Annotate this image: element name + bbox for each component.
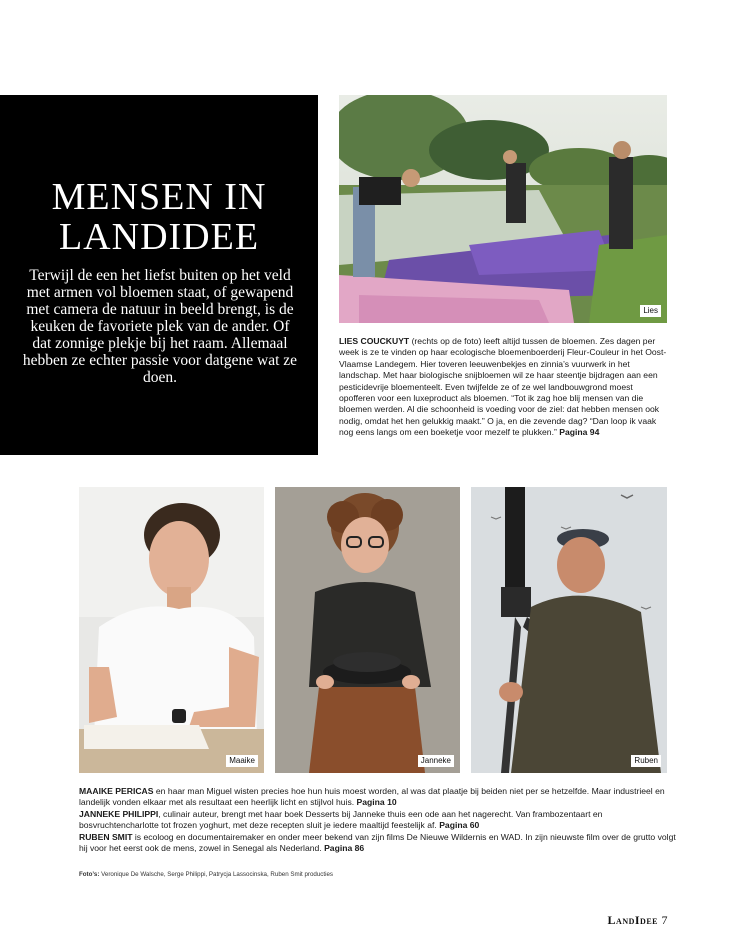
caption-ruben-body: is ecoloog en documentairemaker en onder meer bekend van zijn films De Nieuwe Wildernis en WAD. In zijn nieuwste film over de grutto volgt hij voor het eerst ook de mens, zowel in Senegal als Nederland.	[79, 831, 676, 854]
photo-label-lies: Lies	[640, 305, 661, 317]
caption-maaike-page: Pagina 10	[356, 797, 397, 808]
caption-janneke-name: JANNEKE PHILIPPI	[79, 808, 159, 819]
page-title-line-1: MENSEN IN	[51, 176, 267, 218]
photo-janneke	[275, 487, 460, 773]
caption-lies-page: Pagina 94	[559, 427, 600, 438]
photo-label-janneke: Janneke	[418, 755, 454, 767]
intro-panel	[0, 95, 318, 455]
caption-maaike-body: en haar man Miguel wisten precies hoe hun huis moest worden, al was dat plaatje bij beiden niet per se hetzelfde. Maar industrieel en landelijk vonden elkaar met als resultaat een heerlijk licht en stijlvol huis.	[79, 786, 665, 808]
photo-label-maaike: Maaike	[226, 755, 258, 767]
photo-lies-flower-field	[339, 95, 667, 323]
caption-ruben-page: Pagina 86	[324, 843, 365, 854]
page-title	[18, 177, 300, 257]
caption-maaike	[79, 786, 679, 809]
caption-ruben-name: RUBEN SMIT	[79, 831, 133, 842]
caption-lies	[339, 336, 667, 439]
bottom-captions	[79, 786, 679, 854]
caption-maaike-name: MAAIKE PERICAS	[79, 786, 154, 796]
caption-janneke-page: Pagina 60	[439, 820, 480, 831]
caption-janneke-body: , culinair auteur, brengt met haar boek Desserts bij Janneke thuis een ode aan het nagerecht. Van frambozentaart en bosvruchtencharlotte tot frozen yoghurt, met deze recepten sluit je iedere maaltijd feestelijk af.	[79, 808, 603, 831]
caption-janneke	[79, 809, 679, 832]
caption-lies-name: LIES COUCKUYT	[339, 336, 410, 346]
page-title-line-2: LANDIDEE	[58, 216, 260, 258]
photo-ruben	[471, 487, 667, 773]
photo-credits-names: Veronique De Walsche, Serge Philippi, Patrycja Lassocinska, Ruben Smit producties	[99, 871, 334, 878]
photo-credits-label: Foto’s:	[79, 871, 100, 878]
page-folio	[608, 913, 668, 928]
intro-text: Terwijl de een het liefst buiten op het veld met armen vol bloemen staat, of gewapend met camera de natuur in beeld brengt, is de keuken de favoriete plek van de ander. Of dat zonnige plekje bij het raam. Allemaal hebben ze echter passie voor datgene wat ze doen.	[22, 267, 298, 386]
photo-label-ruben: Ruben	[631, 755, 661, 767]
page-number: 7	[661, 913, 668, 927]
caption-lies-body: (rechts op de foto) leeft altijd tussen de bloemen. Zes dagen per week is ze te vinden op haar ecologische bloemenboerderij Fleur-Couleur in het Oost-Vlaamse Landegem. Hier toveren leeuwenbekjes en zinnia’s vuurwerk in het landschap. Met haar biologische snijbloemen wil ze haar steentje bijdragen aan een pesticidevrije bloementeelt. Even twijfelde ze of ze wel landbouwgrond moest opofferen voor een luxeproduct als bloemen. “Tot ik zag hoe blij mensen van die bloemen werden. Al die schoonheid is voeding voor de ziel: dat hebben mensen ook nodig, omdat het hen gelukkig maakt.” O ja, en die zevende dag? “Dan loop ik vaak nog eens langs om een boeketje voor mezelf te plukken.”	[339, 336, 667, 438]
photo-credits	[79, 871, 679, 879]
caption-ruben	[79, 832, 679, 855]
photo-maaike	[79, 487, 264, 773]
magazine-brand: LandIdee	[607, 913, 658, 927]
